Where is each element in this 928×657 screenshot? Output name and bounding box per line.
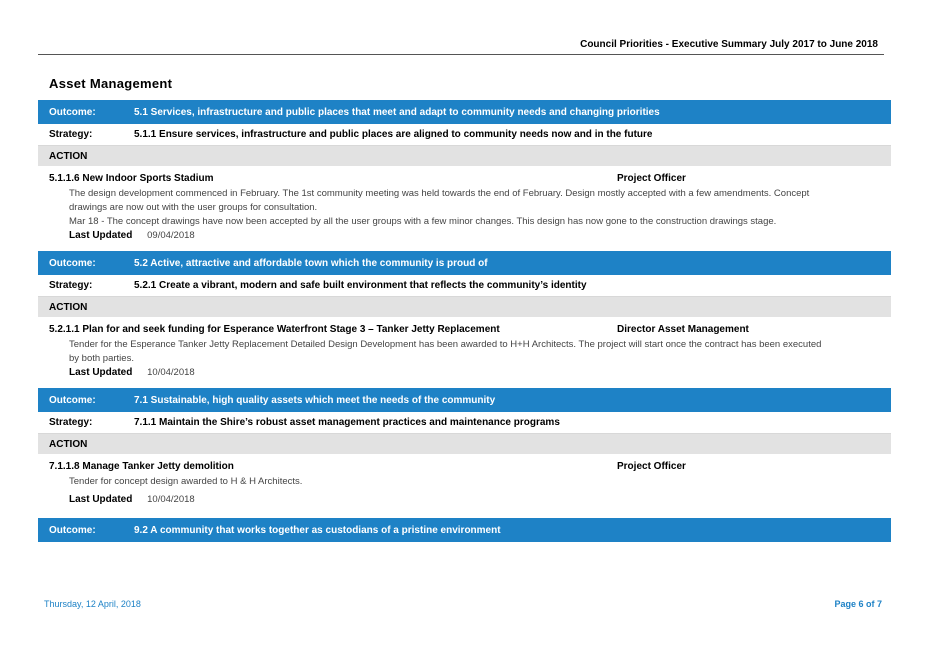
priority-block [38,100,891,251]
last-updated [38,367,891,382]
action-owner: Project Officer [617,173,686,184]
action-title: 5.2.1.1 Plan for and seek funding for Esperance Waterfront Stage 3 – Tanker Jetty Replacement [49,324,500,335]
outcome-bar [38,251,891,275]
outcome-text: 5.2 Active, attractive and affordable town which the community is proud of [134,257,488,269]
action-item [38,324,891,335]
action-item [38,173,891,184]
outcome-text: 7.1 Sustainable, high quality assets which meet the needs of the community [134,394,496,406]
priority-block [38,518,891,542]
action-header: ACTION [38,434,891,454]
description-paragraph: The design development commenced in February. The 1st community meeting was held towards the end of February. Design mostly accepted with a few amendments. Concept drawings are now out with the user groups for consultation. [69,188,810,213]
strategy-bar [38,412,891,434]
action-owner: Director Asset Management [617,324,749,335]
action-description [38,338,829,366]
action-owner: Project Officer [617,461,686,472]
action-header: ACTION [38,297,891,317]
outcome-label: Outcome: [49,257,96,269]
last-updated-label: Last Updated [69,494,133,505]
last-updated-label: Last Updated [69,230,133,241]
outcome-label: Outcome: [49,106,96,118]
page-header [38,39,884,55]
section-title: Asset Management [49,76,173,91]
report-content [38,100,891,542]
outcome-bar [38,388,891,412]
action-item [38,461,891,472]
action-header: ACTION [38,146,891,166]
outcome-bar [38,100,891,124]
strategy-label: Strategy: [49,129,93,140]
report-title: Council Priorities - Executive Summary July 2017 to June 2018 [580,39,878,50]
last-updated-label: Last Updated [69,367,133,378]
last-updated [38,230,891,245]
priority-block [38,251,891,388]
footer-date: Thursday, 12 April, 2018 [44,599,141,609]
action-title: 7.1.1.8 Manage Tanker Jetty demolition [49,461,234,472]
strategy-text: 7.1.1 Maintain the Shire’s robust asset management practices and maintenance programs [134,417,560,428]
last-updated-date: 10/04/2018 [147,367,195,378]
last-updated [38,494,891,509]
description-paragraph: Tender for the Esperance Tanker Jetty Replacement Detailed Design Development has been awarded to H+H Architects. The project will start once the contract has been executed by both parties. [69,339,822,364]
last-updated-date: 09/04/2018 [147,230,195,241]
footer-page-number: Page 6 of 7 [834,599,882,609]
strategy-bar [38,124,891,146]
description-paragraph: Mar 18 - The concept drawings have now been accepted by all the user groups with a few minor changes. This design has now gone to the construction drawings stage. [69,216,777,227]
outcome-label: Outcome: [49,394,96,406]
strategy-label: Strategy: [49,280,93,291]
strategy-text: 5.2.1 Create a vibrant, modern and safe built environment that reflects the community’s identity [134,280,587,291]
outcome-label: Outcome: [49,524,96,536]
last-updated-date: 10/04/2018 [147,494,195,505]
action-description [38,187,829,229]
action-title: 5.1.1.6 New Indoor Sports Stadium [49,173,214,184]
strategy-text: 5.1.1 Ensure services, infrastructure and public places are aligned to community needs now and in the future [134,129,653,140]
strategy-bar [38,275,891,297]
outcome-bar [38,518,891,542]
outcome-text: 5.1 Services, infrastructure and public places that meet and adapt to community needs and changing priorities [134,106,660,118]
description-paragraph: Tender for concept design awarded to H & H Architects. [69,476,303,487]
strategy-label: Strategy: [49,417,93,428]
priority-block [38,388,891,518]
outcome-text: 9.2 A community that works together as custodians of a pristine environment [134,524,501,536]
action-description [38,475,829,489]
